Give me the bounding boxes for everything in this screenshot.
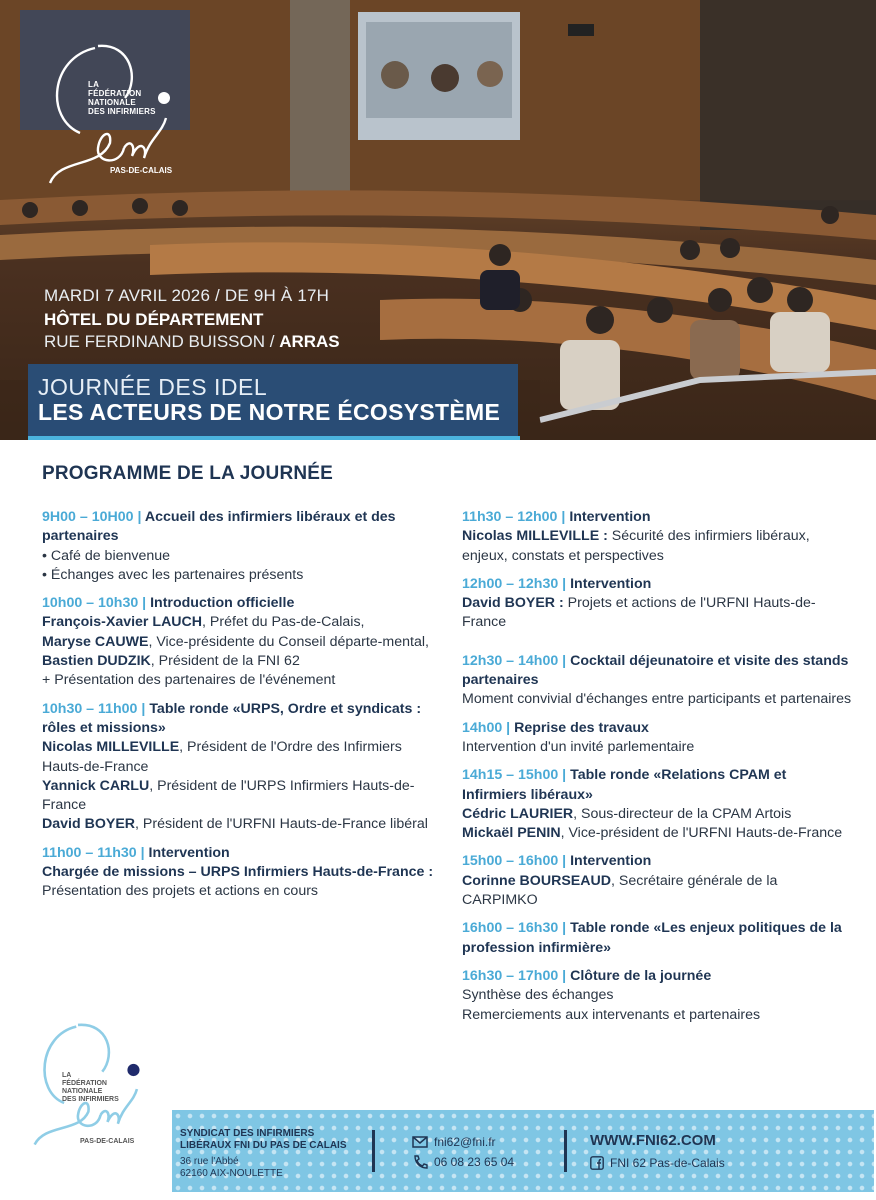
footer-divider	[564, 1130, 567, 1172]
logo-text: NATIONALE	[88, 98, 136, 107]
speaker-name: Chargée de missions – URPS Infirmiers Hauts-de-France :	[42, 864, 434, 881]
slot-separator: |	[136, 844, 149, 861]
programme-slot	[462, 766, 852, 843]
hero-photo	[0, 0, 876, 440]
slot-separator: |	[138, 595, 151, 612]
logo-region: PAS-DE-CALAIS	[110, 166, 173, 175]
speaker-name: Nicolas MILLEVILLE :	[462, 528, 608, 545]
slot-title: Intervention	[570, 575, 652, 592]
footer-logo-text: FÉDÉRATION	[62, 1080, 107, 1087]
slot-time: 14h00	[462, 719, 503, 736]
slot-time: 16h00 – 16h30	[462, 920, 559, 937]
slot-time: 14h15 – 15h00	[462, 767, 559, 784]
speaker-role: , Président de l'URFNI Hauts-de-France libéral	[135, 816, 428, 833]
event-address	[44, 332, 340, 352]
programme-slot	[462, 852, 852, 910]
programme-slot	[42, 700, 442, 835]
slot-time: 15h00 – 16h00	[462, 853, 559, 870]
event-title-line1: JOURNÉE DES IDEL	[38, 374, 268, 400]
programme-slot	[462, 967, 852, 1025]
slot-bullet: • Café de bienvenue	[42, 547, 442, 566]
speaker-role: Projets et actions de l'URFNI Hauts-de-France	[462, 595, 816, 631]
slot-time: 16h30 – 17h00	[462, 967, 559, 984]
slot-time: 12h00 – 12h30	[462, 575, 559, 592]
speaker-role: , Préfet du Pas-de-Calais,	[202, 614, 365, 631]
slot-bullet: • Échanges avec les partenaires présents	[42, 566, 442, 585]
slot-description: Intervention d'un invité parlementaire	[462, 738, 695, 755]
speaker-role: Présentation des projets et actions en cours	[42, 883, 319, 900]
logo-text: DES INFIRMIERS	[88, 107, 156, 116]
footer-phone-link[interactable]	[412, 1152, 514, 1172]
footer-logo-text: LA	[62, 1072, 72, 1079]
footer-contact	[412, 1132, 514, 1172]
speaker-name: Mickaël PENIN	[462, 825, 561, 842]
slot-title: Intervention	[570, 853, 652, 870]
slot-extra: + Présentation des partenaires de l'événement	[42, 672, 336, 689]
speaker-name: David BOYER	[42, 816, 136, 833]
footer-address	[180, 1156, 283, 1180]
programme-heading: PROGRAMME DE LA JOURNÉE	[42, 463, 334, 484]
programme-slot	[42, 508, 442, 585]
email-icon	[412, 1135, 428, 1149]
slot-title: Reprise des travaux	[514, 719, 649, 736]
title-band	[28, 364, 518, 436]
slot-description: Remerciements aux intervenants et partenaires	[462, 1006, 761, 1023]
slot-separator: |	[558, 853, 571, 870]
slot-separator: |	[558, 652, 571, 669]
footer-logo-text: DES INFIRMIERS	[62, 1096, 119, 1103]
programme-slot	[42, 594, 442, 690]
slot-title: Cocktail déjeunatoire et visite des stands partenaires	[462, 652, 849, 689]
slot-separator: |	[558, 575, 571, 592]
slot-separator: |	[558, 767, 571, 784]
slot-time: 11h00 – 11h30	[42, 844, 137, 861]
speaker-role: , Président de l'URPS Infirmiers Hauts-de-France	[42, 777, 415, 814]
logo-text: LA	[88, 80, 100, 89]
slot-separator: |	[137, 700, 150, 717]
facebook-icon	[590, 1156, 604, 1170]
footer-website-link[interactable]: WWW.FNI62.COM	[590, 1132, 716, 1149]
speaker-role: , Secrétaire générale de la CARPIMKO	[462, 872, 778, 909]
speaker-name: Cédric LAURIER	[462, 805, 574, 822]
footer-address-line: 36 rue l'Abbé	[180, 1156, 239, 1167]
speaker-name: Yannick CARLU	[42, 777, 150, 794]
speaker-name: David BOYER :	[462, 595, 564, 612]
slot-title: Table ronde «Relations CPAM et Infirmiers libéraux»	[462, 767, 787, 803]
footer-phone: 06 08 23 65 04	[434, 1155, 515, 1169]
programme-slot	[462, 508, 852, 566]
slot-title: Table ronde «URPS, Ordre et syndicats : rôles et missions»	[42, 700, 422, 736]
slot-description: Moment convivial d'échanges entre participants et partenaires	[462, 691, 852, 708]
footer-logo-text: NATIONALE	[62, 1088, 103, 1095]
slot-time: 12h30 – 14h00	[462, 652, 559, 669]
footer-facebook: FNI 62 Pas-de-Calais	[610, 1156, 725, 1170]
footer-logo-region: PAS-DE-CALAIS	[80, 1138, 135, 1145]
slot-title: Clôture de la journée	[570, 967, 712, 984]
logo-text: FÉDÉRATION	[88, 89, 142, 98]
speaker-name: Maryse CAUWE	[42, 633, 149, 650]
footer-email-link[interactable]	[412, 1132, 514, 1152]
speaker-role: , Président de la FNI 62	[150, 653, 300, 670]
speaker-name: Bastien DUDZIK	[42, 653, 151, 670]
slot-title: Intervention	[569, 509, 651, 525]
speaker-role: , Sous-directeur de la CPAM Artois	[573, 805, 792, 822]
speaker-name: Corinne BOURSEAUD	[462, 872, 611, 889]
event-city: ARRAS	[279, 332, 340, 351]
slot-description: Synthèse des échanges	[462, 987, 614, 1004]
programme-slot	[42, 844, 442, 902]
programme-slot	[462, 652, 852, 710]
event-title-line2: LES ACTEURS DE NOTRE ÉCOSYSTÈME	[38, 399, 501, 425]
phone-icon	[412, 1155, 428, 1169]
speaker-role: , Vice-président de l'URFNI Hauts-de-France	[560, 825, 843, 842]
footer-bar	[172, 1110, 874, 1192]
slot-time: 10h00 – 10h30	[42, 595, 139, 612]
footer-email: fni62@fni.fr	[434, 1135, 496, 1149]
slot-time: 9H00 – 10H00	[42, 509, 134, 525]
title-underline	[28, 436, 520, 440]
event-date: MARDI 7 AVRIL 2026 / DE 9H À 17H	[44, 286, 330, 305]
speaker-role: , Président de l'Ordre des Infirmiers Hauts-de-France	[42, 739, 402, 775]
speaker-role: , Vice-présidente du Conseil départe-mental,	[148, 633, 429, 650]
slot-time: 11h30 – 12h00	[462, 509, 558, 525]
programme-slot	[462, 919, 852, 958]
slot-separator: |	[133, 509, 145, 525]
programme-slot	[462, 575, 852, 633]
slot-title: Accueil des infirmiers libéraux et des partenaires	[42, 509, 396, 545]
footer-org-line: LIBÉRAUX FNI DU PAS DE CALAIS	[180, 1140, 347, 1151]
slot-separator: |	[558, 967, 571, 984]
slot-separator: |	[558, 920, 571, 937]
event-venue: HÔTEL DU DÉPARTEMENT	[44, 310, 264, 329]
programme-left-column	[42, 508, 442, 911]
speaker-name: Nicolas MILLEVILLE	[42, 739, 180, 756]
slot-title: Intervention	[148, 844, 230, 861]
programme-right-column	[462, 508, 852, 1034]
footer-facebook-link[interactable]	[590, 1156, 725, 1170]
slot-separator: |	[557, 509, 570, 525]
slot-title: Table ronde «Les enjeux politiques de la profession infirmière»	[462, 920, 842, 956]
footer-divider	[372, 1130, 375, 1172]
slot-separator: |	[502, 719, 515, 736]
speaker-role: Sécurité des infirmiers libéraux, enjeux, constats et perspectives	[462, 528, 810, 564]
slot-time: 10h30 – 11h00	[42, 700, 138, 717]
speaker-name: François-Xavier LAUCH	[42, 614, 203, 631]
slot-title: Introduction officielle	[150, 595, 295, 612]
programme-slot	[462, 719, 852, 758]
footer-address-line: 62160 AIX-NOULETTE	[180, 1168, 283, 1179]
footer-organisation	[180, 1128, 347, 1152]
event-street: RUE FERDINAND BUISSON /	[44, 332, 280, 351]
footer-org-line: SYNDICAT DES INFIRMIERS	[180, 1128, 315, 1139]
